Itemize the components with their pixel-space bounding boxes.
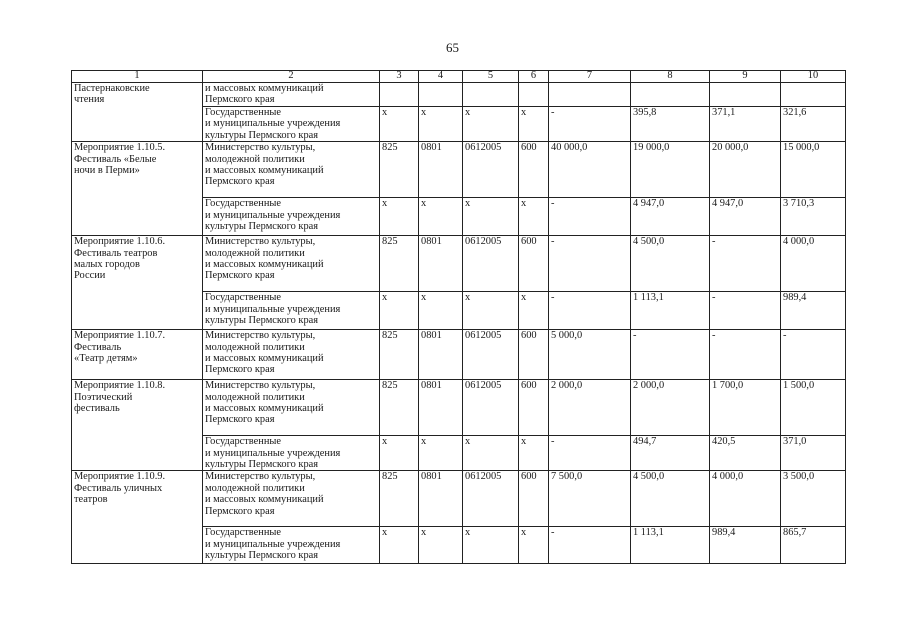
value-cell: 0612005 bbox=[463, 330, 519, 380]
value-cell: 989,4 bbox=[710, 527, 781, 564]
table-header-row bbox=[72, 71, 846, 83]
column-header: 3 bbox=[380, 71, 419, 83]
column-header: 7 bbox=[549, 71, 631, 83]
column-header: 1 bbox=[72, 71, 203, 83]
value-cell: х bbox=[519, 436, 549, 471]
table-row bbox=[72, 142, 846, 198]
value-cell: 600 bbox=[519, 380, 549, 436]
event-cell: Мероприятие 1.10.6. Фестиваль театров малых городов России bbox=[72, 236, 203, 330]
value-cell: х bbox=[463, 292, 519, 330]
value-cell: - bbox=[549, 107, 631, 142]
value-cell: 20 000,0 bbox=[710, 142, 781, 198]
column-header: 9 bbox=[710, 71, 781, 83]
value-cell: 7 500,0 bbox=[549, 471, 631, 527]
value-cell: 600 bbox=[519, 330, 549, 380]
page-number: 65 bbox=[446, 40, 459, 55]
value-cell: - bbox=[781, 330, 846, 380]
value-cell: х bbox=[463, 107, 519, 142]
budget-table bbox=[71, 70, 846, 564]
value-cell: - bbox=[631, 330, 710, 380]
column-header: 5 bbox=[463, 71, 519, 83]
value-cell: 2 000,0 bbox=[631, 380, 710, 436]
executor-cell: Государственные и муниципальные учреждения культуры Пермского края bbox=[203, 292, 380, 330]
value-cell: 865,7 bbox=[781, 527, 846, 564]
value-cell: - bbox=[549, 292, 631, 330]
value-cell: 3 710,3 bbox=[781, 198, 846, 236]
value-cell: х bbox=[463, 198, 519, 236]
value-cell bbox=[519, 83, 549, 107]
value-cell: х bbox=[419, 107, 463, 142]
value-cell: х bbox=[519, 198, 549, 236]
value-cell: 0801 bbox=[419, 471, 463, 527]
value-cell: 40 000,0 bbox=[549, 142, 631, 198]
value-cell: х bbox=[380, 436, 419, 471]
executor-cell: Государственные и муниципальные учреждения культуры Пермского края bbox=[203, 436, 380, 471]
value-cell: х bbox=[380, 527, 419, 564]
value-cell: 5 000,0 bbox=[549, 330, 631, 380]
table-row bbox=[72, 380, 846, 436]
value-cell: 825 bbox=[380, 380, 419, 436]
value-cell bbox=[631, 83, 710, 107]
value-cell bbox=[781, 83, 846, 107]
value-cell: 0612005 bbox=[463, 380, 519, 436]
value-cell: 0801 bbox=[419, 142, 463, 198]
value-cell: - bbox=[710, 236, 781, 292]
value-cell: 0612005 bbox=[463, 471, 519, 527]
table-row bbox=[72, 330, 846, 380]
executor-cell: Министерство культуры, молодежной политики и массовых коммуникаций Пермского края bbox=[203, 142, 380, 198]
value-cell: 15 000,0 bbox=[781, 142, 846, 198]
value-cell: 825 bbox=[380, 236, 419, 292]
table-row bbox=[72, 83, 846, 107]
value-cell: 825 bbox=[380, 471, 419, 527]
value-cell bbox=[419, 83, 463, 107]
value-cell: 3 500,0 bbox=[781, 471, 846, 527]
table-row bbox=[72, 236, 846, 292]
value-cell bbox=[380, 83, 419, 107]
executor-cell: Государственные и муниципальные учреждения культуры Пермского края bbox=[203, 107, 380, 142]
value-cell: х bbox=[463, 527, 519, 564]
value-cell: 825 bbox=[380, 142, 419, 198]
value-cell: 600 bbox=[519, 236, 549, 292]
value-cell: х bbox=[419, 198, 463, 236]
value-cell: 4 000,0 bbox=[710, 471, 781, 527]
value-cell: 371,1 bbox=[710, 107, 781, 142]
value-cell: х bbox=[519, 292, 549, 330]
value-cell: 19 000,0 bbox=[631, 142, 710, 198]
value-cell: 4 000,0 bbox=[781, 236, 846, 292]
column-header: 4 bbox=[419, 71, 463, 83]
column-header: 10 bbox=[781, 71, 846, 83]
value-cell: 395,8 bbox=[631, 107, 710, 142]
executor-cell: Министерство культуры, молодежной политики и массовых коммуникаций Пермского края bbox=[203, 471, 380, 527]
event-cell: Мероприятие 1.10.5. Фестиваль «Белые ночи в Перми» bbox=[72, 142, 203, 236]
value-cell: 600 bbox=[519, 471, 549, 527]
value-cell: - bbox=[710, 330, 781, 380]
value-cell: 4 947,0 bbox=[631, 198, 710, 236]
event-cell: Мероприятие 1.10.8. Поэтический фестиваль bbox=[72, 380, 203, 471]
value-cell: 0801 bbox=[419, 380, 463, 436]
value-cell: 2 000,0 bbox=[549, 380, 631, 436]
value-cell: 0801 bbox=[419, 236, 463, 292]
value-cell: 420,5 bbox=[710, 436, 781, 471]
table-row bbox=[72, 471, 846, 527]
value-cell bbox=[549, 83, 631, 107]
value-cell: х bbox=[463, 436, 519, 471]
value-cell: - bbox=[710, 292, 781, 330]
column-header: 8 bbox=[631, 71, 710, 83]
value-cell: 1 113,1 bbox=[631, 292, 710, 330]
value-cell: - bbox=[549, 527, 631, 564]
value-cell bbox=[710, 83, 781, 107]
value-cell: 1 113,1 bbox=[631, 527, 710, 564]
value-cell: х bbox=[419, 436, 463, 471]
value-cell: х bbox=[519, 107, 549, 142]
value-cell: - bbox=[549, 236, 631, 292]
column-header: 2 bbox=[203, 71, 380, 83]
value-cell: - bbox=[549, 198, 631, 236]
value-cell: х bbox=[519, 527, 549, 564]
value-cell: 494,7 bbox=[631, 436, 710, 471]
value-cell: 371,0 bbox=[781, 436, 846, 471]
value-cell: х bbox=[380, 292, 419, 330]
value-cell: 0612005 bbox=[463, 236, 519, 292]
executor-cell: Министерство культуры, молодежной политики и массовых коммуникаций Пермского края bbox=[203, 330, 380, 380]
column-header: 6 bbox=[519, 71, 549, 83]
executor-cell: Министерство культуры, молодежной политики и массовых коммуникаций Пермского края bbox=[203, 236, 380, 292]
event-cell: Мероприятие 1.10.9. Фестиваль уличных театров bbox=[72, 471, 203, 564]
value-cell bbox=[463, 83, 519, 107]
value-cell: 321,6 bbox=[781, 107, 846, 142]
executor-cell: Государственные и муниципальные учреждения культуры Пермского края bbox=[203, 198, 380, 236]
value-cell: х bbox=[419, 292, 463, 330]
value-cell: 0801 bbox=[419, 330, 463, 380]
event-cell: Мероприятие 1.10.7. Фестиваль «Театр детям» bbox=[72, 330, 203, 380]
value-cell: х bbox=[380, 107, 419, 142]
value-cell: 825 bbox=[380, 330, 419, 380]
executor-cell: Государственные и муниципальные учреждения культуры Пермского края bbox=[203, 527, 380, 564]
value-cell: 4 947,0 bbox=[710, 198, 781, 236]
value-cell: 1 500,0 bbox=[781, 380, 846, 436]
event-cell: Пастернаковские чтения bbox=[72, 83, 203, 142]
value-cell: 1 700,0 bbox=[710, 380, 781, 436]
value-cell: 4 500,0 bbox=[631, 471, 710, 527]
value-cell: - bbox=[549, 436, 631, 471]
value-cell: 600 bbox=[519, 142, 549, 198]
executor-cell: и массовых коммуникаций Пермского края bbox=[203, 83, 380, 107]
value-cell: х bbox=[419, 527, 463, 564]
value-cell: 0612005 bbox=[463, 142, 519, 198]
value-cell: х bbox=[380, 198, 419, 236]
value-cell: 989,4 bbox=[781, 292, 846, 330]
executor-cell: Министерство культуры, молодежной политики и массовых коммуникаций Пермского края bbox=[203, 380, 380, 436]
value-cell: 4 500,0 bbox=[631, 236, 710, 292]
